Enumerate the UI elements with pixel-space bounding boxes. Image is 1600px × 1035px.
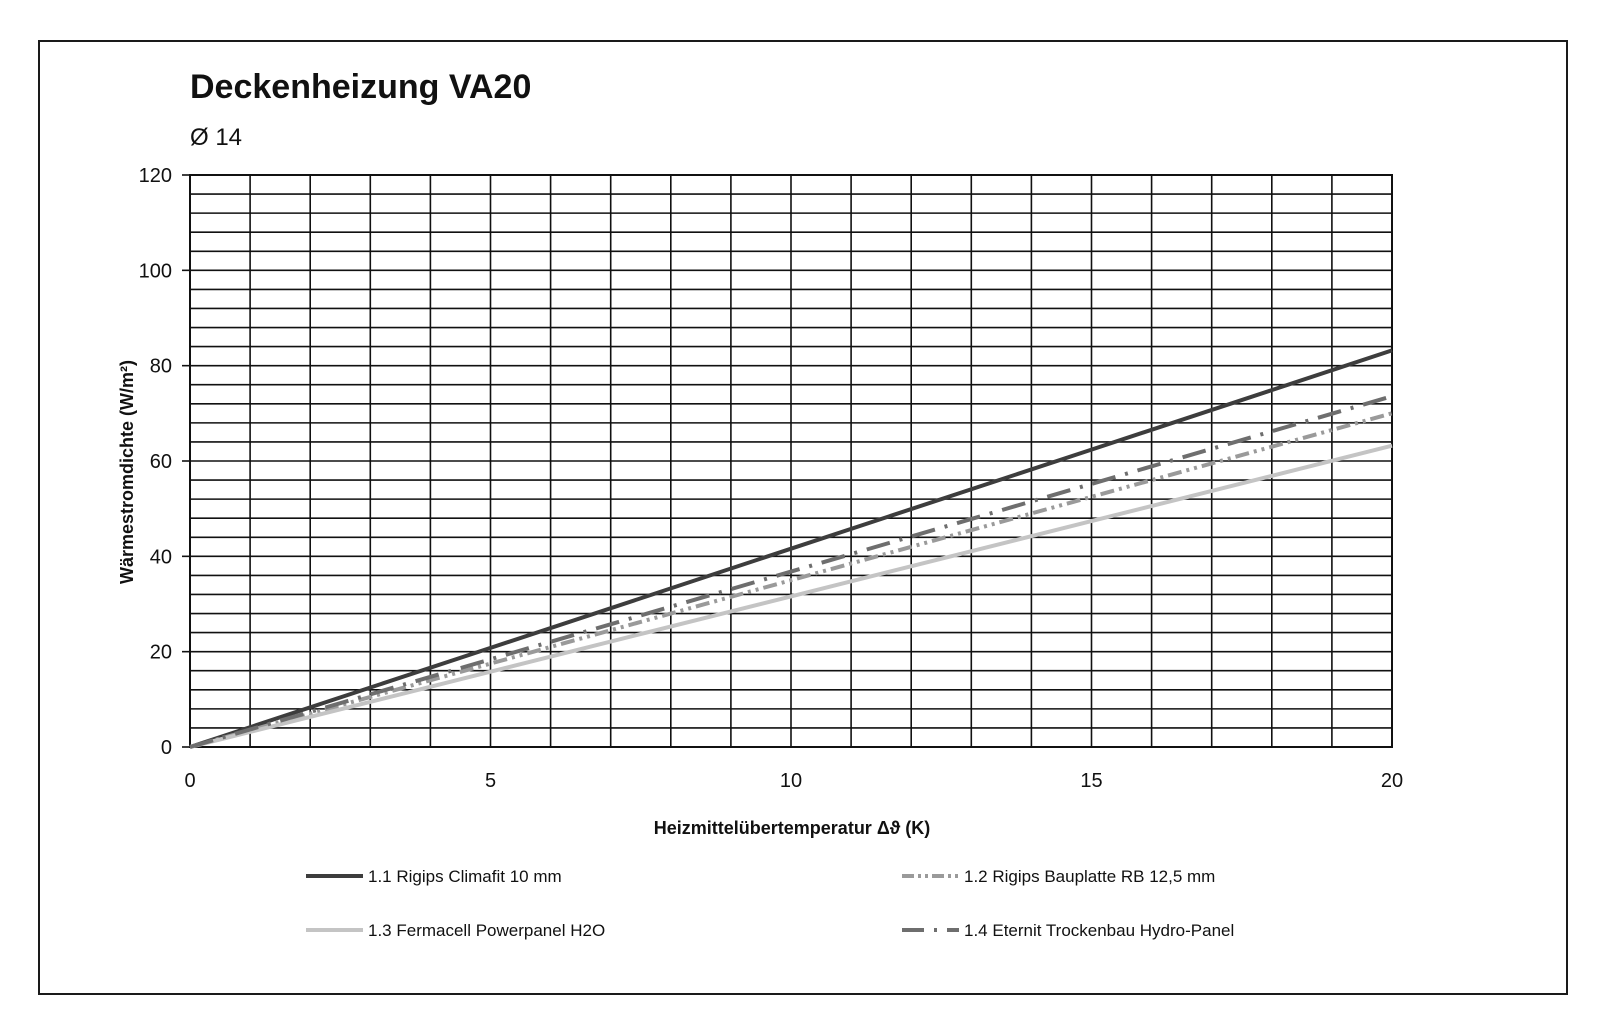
y-tick-label: 120	[138, 165, 172, 187]
y-tick-label: 0	[160, 737, 172, 759]
x-tick-label: 20	[1380, 770, 1404, 792]
legend-label-3: 1.3 Fermacell Powerpanel H2O	[368, 921, 606, 940]
legend-label-2: 1.2 Rigips Bauplatte RB 12,5 mm	[964, 867, 1216, 886]
y-tick-label: 20	[149, 641, 172, 664]
legend	[306, 867, 1234, 940]
legend-label-4: 1.4 Eternit Trockenbau Hydro-Panel	[964, 921, 1235, 940]
grid	[182, 175, 1392, 747]
x-tick-label: 5	[484, 770, 497, 792]
chart-subtitle: Ø 14	[190, 124, 243, 151]
legend-label-1: 1.1 Rigips Climafit 10 mm	[368, 867, 562, 886]
y-tick-label: 100	[138, 260, 172, 283]
x-axis-label: Heizmittelübertemperatur Δϑ (K)	[653, 818, 931, 838]
y-tick-label: 80	[149, 355, 172, 378]
y-tick-label: 40	[149, 546, 172, 569]
x-tick-label: 15	[1080, 770, 1103, 792]
y-axis-label: Wärmestromdichte (W/m²)	[117, 359, 137, 585]
x-tick-label: 10	[779, 770, 803, 792]
tick-labels	[139, 165, 1404, 792]
x-tick-label: 0	[184, 770, 196, 792]
y-tick-label: 60	[149, 451, 172, 473]
chart-title: Deckenheizung VA20	[190, 68, 532, 106]
